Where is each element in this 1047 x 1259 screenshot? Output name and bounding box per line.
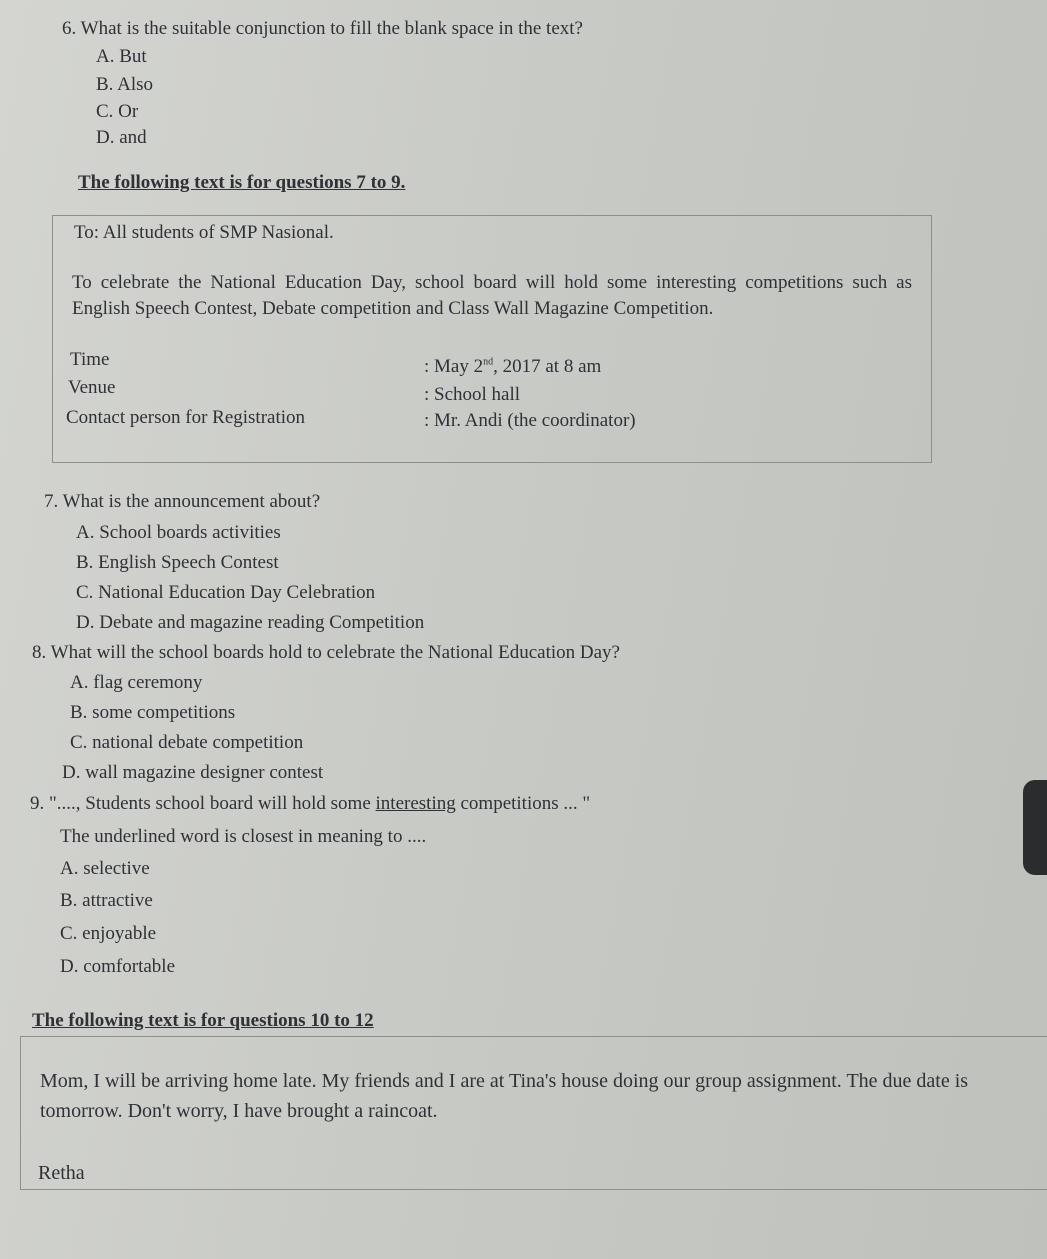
- q9-option-c: C. enjoyable: [60, 923, 157, 944]
- question-9-number: 9.: [30, 793, 45, 814]
- detail-time-label: Time: [70, 349, 110, 370]
- q6-option-d: D. and: [96, 127, 147, 148]
- question-7-number: 7.: [44, 491, 59, 512]
- q8-option-a: A. flag ceremony: [70, 672, 203, 693]
- q8-option-d: D. wall magazine designer contest: [62, 762, 324, 783]
- detail-time-value: : May 2nd, 2017 at 8 am: [424, 356, 602, 377]
- detail-contact-label: Contact person for Registration: [66, 407, 306, 428]
- q7-option-b: B. English Speech Contest: [76, 552, 279, 573]
- question-9-underlined-word: interesting: [375, 793, 456, 814]
- detail-venue-value: : School hall: [424, 384, 521, 405]
- detail-contact-value: : Mr. Andi (the coordinator): [424, 410, 636, 431]
- detail-venue-label: Venue: [68, 377, 116, 398]
- q6-option-a: A. But: [96, 46, 147, 67]
- note-body: Mom, I will be arriving home late. My friends and I are at Tina's house doing our group assignment. The due date is tomorrow. Don't worry, I have brought a raincoat.: [40, 1070, 969, 1122]
- q8-option-c: C. national debate competition: [70, 732, 304, 753]
- question-9: [30, 793, 590, 815]
- question-8-number: 8.: [32, 642, 47, 663]
- q6-option-b: B. Also: [96, 74, 154, 95]
- question-9-quote-end: competitions ... ": [455, 793, 591, 814]
- section-heading-10-12: The following text is for questions 10 to 12: [32, 1010, 374, 1031]
- q9-option-a: A. selective: [60, 858, 150, 879]
- question-8-text: What will the school boards hold to celebrate the National Education Day?: [50, 642, 620, 663]
- announcement-body: To celebrate the National Education Day, school board will hold some interesting competitions such as English Speech Contest, Debate competition and Class Wall Magazine Competition.: [72, 272, 912, 319]
- q8-option-b: B. some competitions: [70, 702, 236, 723]
- q7-option-d: D. Debate and magazine reading Competition: [76, 612, 425, 633]
- question-8: [32, 642, 620, 664]
- question-6-number: 6.: [62, 18, 77, 39]
- question-9-instruction: The underlined word is closest in meaning to ....: [60, 826, 427, 847]
- question-7: [44, 491, 320, 513]
- q7-option-c: C. National Education Day Celebration: [76, 582, 376, 603]
- note-signature: Retha: [38, 1162, 85, 1184]
- section-heading-7-9: The following text is for questions 7 to 9.: [78, 172, 406, 193]
- q6-option-c: C. Or: [96, 101, 139, 122]
- q9-option-d: D. comfortable: [60, 956, 176, 977]
- question-6-text: What is the suitable conjunction to fill the blank space in the text?: [80, 18, 583, 39]
- q7-option-a: A. School boards activities: [76, 522, 281, 543]
- question-9-quote-start: "...., Students school board will hold some: [49, 793, 376, 814]
- question-6: [62, 18, 583, 40]
- shadow-edge: [1023, 780, 1047, 875]
- question-7-text: What is the announcement about?: [62, 491, 321, 512]
- announcement-recipient: To: All students of SMP Nasional.: [74, 222, 334, 243]
- q9-option-b: B. attractive: [60, 890, 153, 911]
